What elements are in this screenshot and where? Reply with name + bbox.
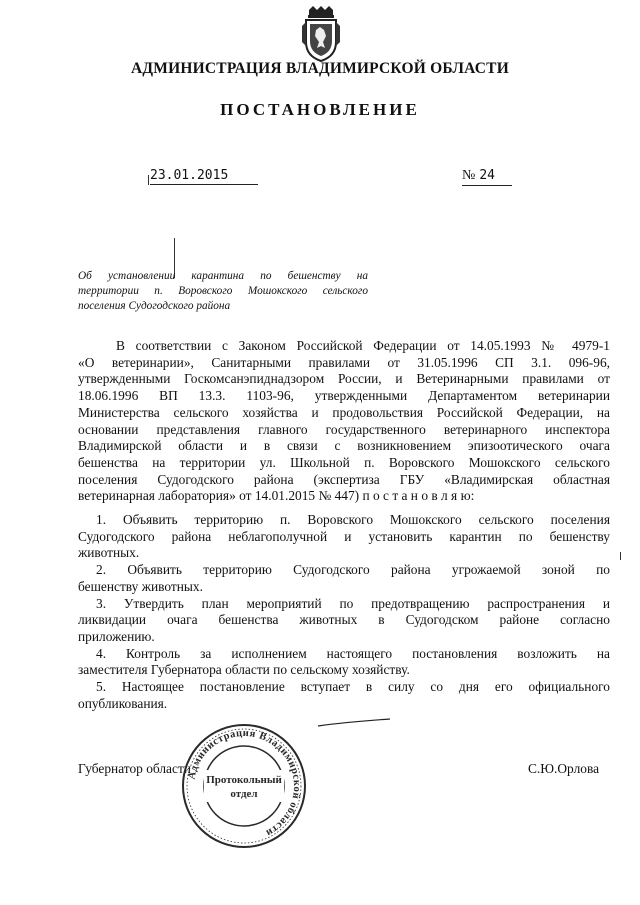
number-label: № (462, 168, 476, 183)
stamp-center-line2: отдел (230, 788, 258, 800)
document-date: 23.01.2015 (150, 168, 258, 185)
margin-mark (148, 175, 149, 185)
item-line: бешенству животных. (78, 578, 203, 594)
list-item (78, 512, 610, 562)
item-line: опубликования. (78, 695, 168, 711)
body-line: Министерства сельского хозяйства и продовольствия Российской Федерации, на (78, 404, 610, 420)
document-number (462, 168, 512, 186)
item-line: 2. Объявить территорию Судогодского района угрожаемой зоной по (96, 562, 610, 578)
stamp-center-line1: Протокольный (206, 774, 282, 786)
subject-line: территории п. Воровского Мошокского сельского (78, 285, 368, 297)
body-line: бешенства на территории ул. Школьной п. Воровского Мошокского сельского (78, 454, 610, 470)
list-item (78, 596, 610, 646)
coat-of-arms-icon (300, 6, 342, 62)
document-type: ПОСТАНОВЛЕНИЕ (220, 100, 420, 119)
body-line: поселения Судогодского района (экспертиза ГБУ «Владимирская областная (78, 471, 610, 487)
list-item (78, 646, 610, 679)
number-value: 24 (479, 168, 496, 183)
body-line: основании представления главного государственного ветеринарного инспектора (78, 421, 610, 437)
item-line: животных. (78, 545, 140, 561)
item-line: 3. Утвердить план мероприятий по предотвращению распространения и (96, 595, 610, 611)
item-line: ликвидации очага бешенства животных в Судогодском районе согласно (78, 612, 610, 628)
margin-mark (620, 552, 621, 560)
item-line: 1. Объявить территорию п. Воровского Мошокского сельского поселения (96, 512, 610, 528)
document-subject (78, 269, 368, 314)
signatory-name: С.Ю.Орлова (528, 761, 600, 776)
signatory-position: Губернатор области (78, 761, 191, 776)
item-line: 5. Настоящее постановление вступает в силу со дня его официального (96, 679, 610, 695)
stamp-ring-text: Администрация Владимирской области (186, 727, 303, 839)
signature-stroke (316, 716, 392, 730)
document-body (78, 338, 610, 712)
item-line: приложению. (78, 628, 155, 644)
body-line: Владимирской области и в связи с возникновением эпизоотического очага (78, 438, 610, 454)
body-line: 18.06.1996 ВП 13.3. 1103-96, утвержденными Департаментом ветеринарии (78, 388, 610, 404)
organization-name: АДМИНИСТРАЦИЯ ВЛАДИМИРСКОЙ ОБЛАСТИ (131, 60, 509, 77)
item-line: Судогодского района неблагополучной и установить карантин по бешенству (78, 528, 610, 544)
body-line: ветеринарная лаборатория» от 14.01.2015 № 447) п о с т а н о в л я ю: (78, 488, 475, 504)
list-item (78, 562, 610, 595)
body-line: В соответствии с Законом Российской Федерации от 14.05.1993 № 4979-1 (116, 338, 610, 353)
item-line: заместителя Губернатора области по сельскому хозяйству. (78, 662, 410, 678)
item-line: 4. Контроль за исполнением настоящего постановления возложить на (96, 645, 610, 661)
body-line: «О ветеринарии», Санитарными правилами от 31.05.1996 СП 3.1. 096-96, (78, 354, 610, 370)
body-line: утвержденными Госкомсанэпиднадзором России, и Ветеринарными правилами от (78, 371, 610, 387)
official-stamp (180, 722, 308, 850)
subject-line: поселения Судогодского района (78, 300, 231, 312)
subject-line: Об установлении карантина по бешенству на (78, 270, 368, 282)
list-item (78, 679, 610, 712)
